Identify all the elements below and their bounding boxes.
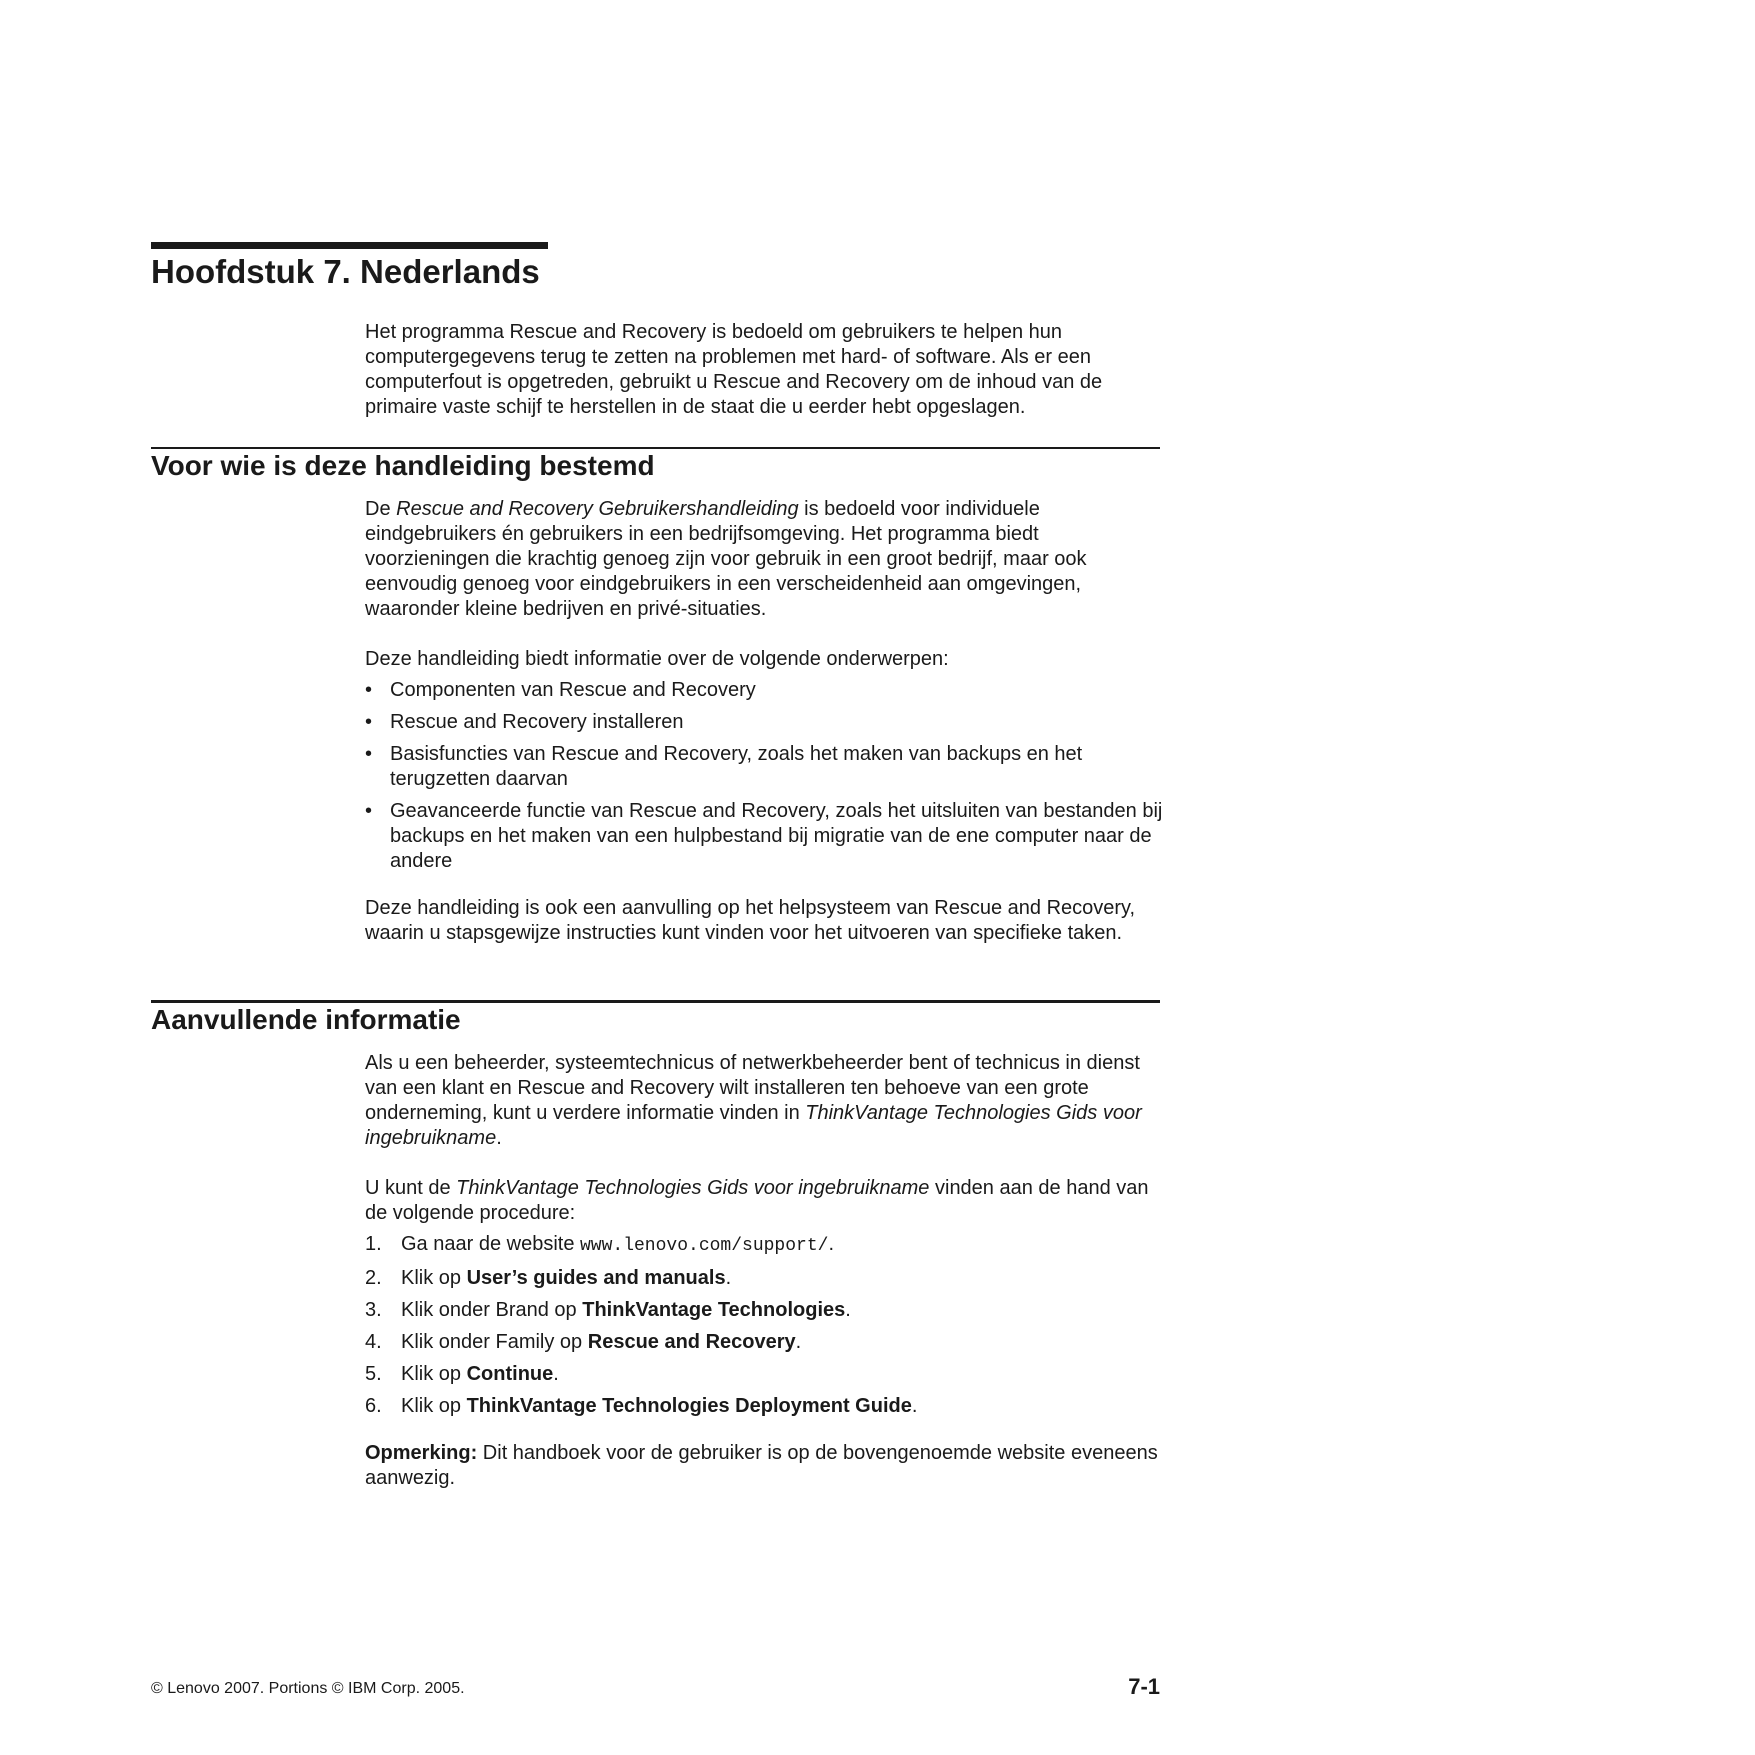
step-item: 1. Ga naar de website www.lenovo.com/support/.	[365, 1233, 835, 1256]
deployment-guide-title: ThinkVantage Technologies Gids voor ingebruikname	[365, 1102, 1142, 1149]
section-additional-body	[365, 1051, 1165, 1491]
topics-list	[365, 678, 1165, 874]
note-paragraph: Opmerking: Dit handboek voor de gebruiker is op de bovengenoemde website eveneens aanwezig.	[365, 1442, 1158, 1489]
helpsystem-paragraph: Deze handleiding is ook een aanvulling op het helpsysteem van Rescue and Recovery, waarin u stapsgewijze instructies kunt vinden voor het uitvoeren van specifieke taken.	[365, 897, 1136, 944]
step-item: 2. Klik op User’s guides and manuals.	[365, 1267, 732, 1289]
page-number: 7-1	[1128, 1674, 1160, 1699]
chapter-title: Hoofdstuk 7. Nederlands	[151, 253, 540, 290]
chapter-rule	[151, 242, 548, 249]
section-title-audience: Voor wie is deze handleiding bestemd	[151, 450, 655, 481]
website-link[interactable]: www.lenovo.com/support/	[580, 1236, 829, 1256]
note-label: Opmerking:	[365, 1442, 478, 1464]
topics-intro: Deze handleiding biedt informatie over de volgende onderwerpen:	[365, 648, 949, 670]
step-item: 4. Klik onder Family op Rescue and Recovery.	[365, 1331, 802, 1353]
audience-paragraph: De Rescue and Recovery Gebruikershandleiding is bedoeld voor individuele eindgebruikers én gebruikers in een bedrijfsomgeving. Het programma biedt voorzieningen die krachtig genoeg zijn voor gebruik in een groot bedrijf, maar ook eenvoudig genoeg voor eindgebruikers in een verscheidenheid aan omgevingen, waaronder kleine bedrijven en privé-situaties.	[365, 498, 1087, 620]
step-item: 5. Klik op Continue.	[365, 1363, 559, 1385]
step-item: 6. Klik op ThinkVantage Technologies Deployment Guide.	[365, 1395, 918, 1417]
section-title-additional-info: Aanvullende informatie	[151, 1004, 461, 1035]
admin-paragraph: Als u een beheerder, systeemtechnicus of netwerkbeheerder bent of technicus in dienst van een klant en Rescue and Recovery wilt installeren ten behoeve van een grote onderneming, kunt u verdere informatie vinden in ThinkVantage Technologies Gids voor ingebruikname.	[365, 1052, 1142, 1149]
chapter-intro	[365, 320, 1165, 420]
step-item: 3. Klik onder Brand op ThinkVantage Technologies.	[365, 1299, 851, 1321]
procedure-steps	[365, 1232, 1165, 1419]
procedure-intro: U kunt de ThinkVantage Technologies Gids voor ingebruikname vinden aan de hand van de volgende procedure:	[365, 1177, 1149, 1224]
intro-paragraph: Het programma Rescue and Recovery is bedoeld om gebruikers te helpen hun computergegevens terug te zetten na problemen met hard- of software. Als er een computerfout is opgetreden, gebruikt u Rescue and Recovery om de inhoud van de primaire vaste schijf te herstellen in de staat die u eerder hebt opgeslagen.	[365, 321, 1103, 418]
section-audience-body	[365, 497, 1165, 946]
footer-copyright: © Lenovo 2007. Portions © IBM Corp. 2005.	[151, 1680, 465, 1697]
list-item: • Componenten van Rescue and Recovery	[365, 679, 756, 701]
guide-title: Rescue and Recovery Gebruikershandleiding	[396, 498, 799, 520]
list-item: • Basisfuncties van Rescue and Recovery, zoals het maken van backups en het terugzetten daarvan	[365, 743, 1083, 790]
list-item: • Geavanceerde functie van Rescue and Recovery, zoals het uitsluiten van bestanden bij backups en het maken van een hulpbestand bij migratie van de ene computer naar de andere	[365, 800, 1163, 872]
list-item: • Rescue and Recovery installeren	[365, 711, 684, 733]
